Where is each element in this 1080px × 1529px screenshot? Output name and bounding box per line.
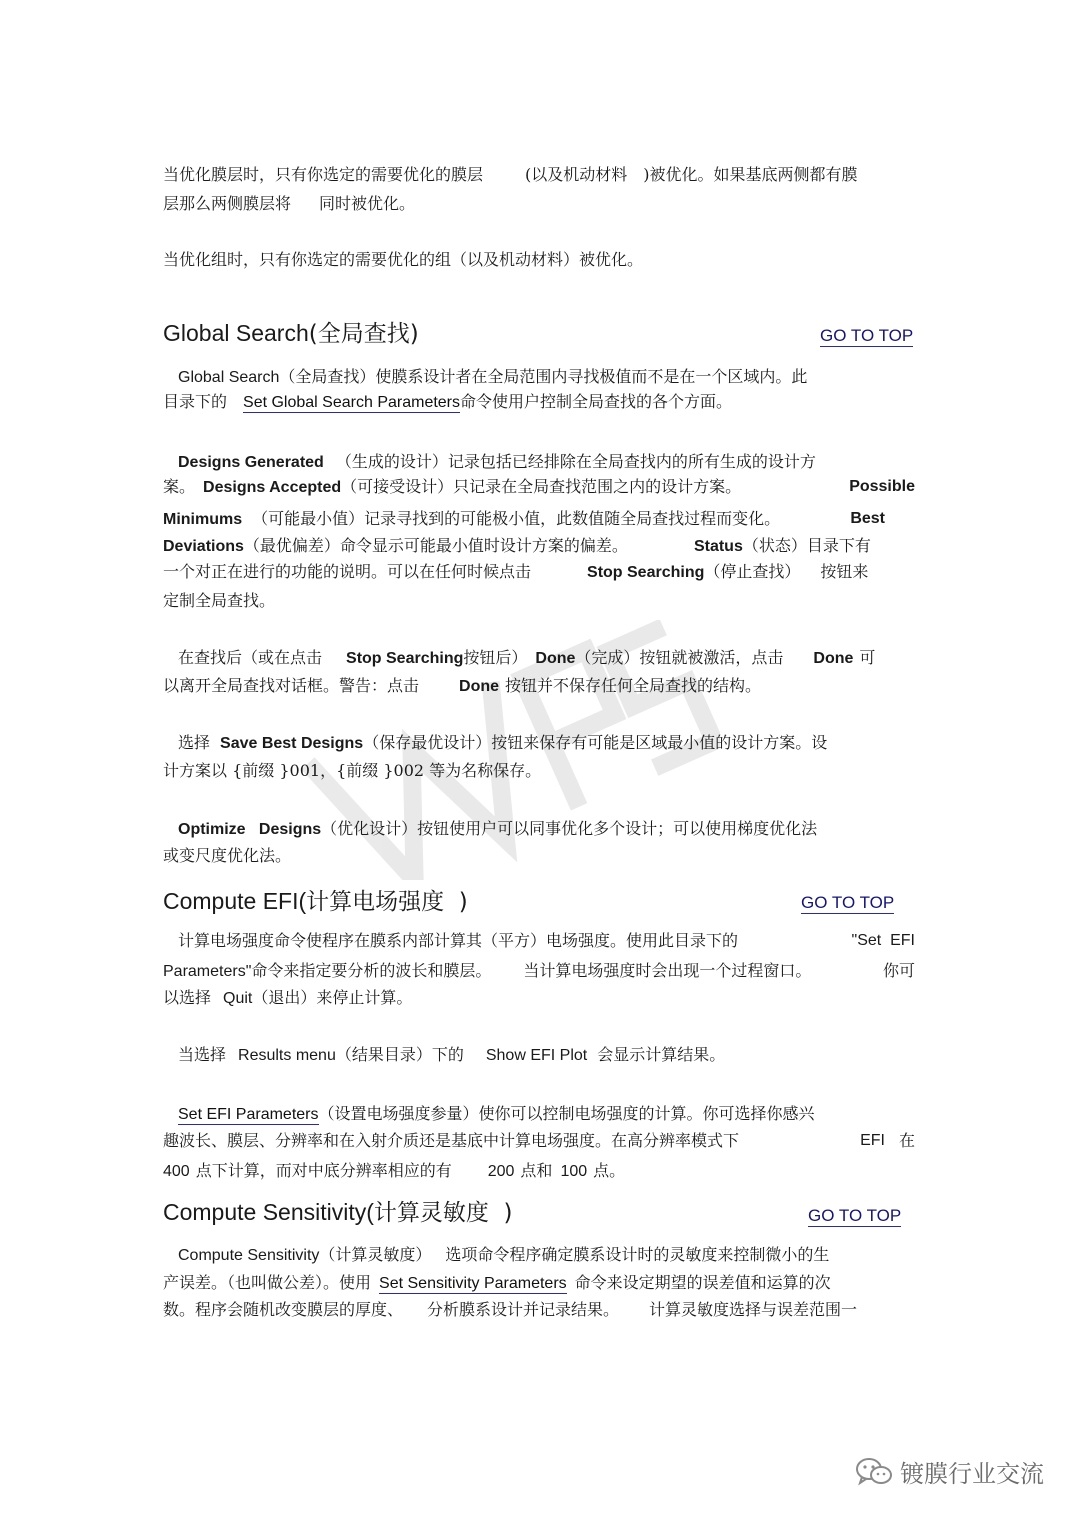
text: （停止查找） xyxy=(704,562,801,581)
text: 按钮来 xyxy=(820,562,869,581)
text: 数。程序会随机改变膜层的厚度、 xyxy=(163,1300,404,1319)
text: （完成）按钮就被激活，点击 xyxy=(575,648,784,667)
text: 按钮并不保存任何全局查找的结构。 xyxy=(505,676,762,695)
text: （退出）来停止计算。 xyxy=(252,988,413,1007)
term: Minimums xyxy=(163,511,243,528)
paragraph-line xyxy=(163,476,923,499)
paragraph-line xyxy=(178,818,817,841)
paragraph-line xyxy=(178,732,827,755)
paragraph-line xyxy=(163,960,915,983)
text: Compute Sensitivity xyxy=(178,1247,320,1264)
term: Stop Searching xyxy=(587,564,705,581)
heading-en: Global Search xyxy=(163,320,309,346)
heading-zh: 计算灵敏度 ) xyxy=(373,1200,513,1226)
text: )被优化。如果基底两侧都有膜 xyxy=(643,165,858,184)
text: 200 xyxy=(487,1163,515,1180)
section-heading-global-search xyxy=(163,318,419,349)
text: 当优化组时，只有你选定的需要优化的组（以及机动材料）被优化。 xyxy=(163,250,644,269)
text: 会显示计算结果。 xyxy=(597,1045,726,1064)
set-sensitivity-parameters-link[interactable]: Set Sensitivity Parameters xyxy=(379,1275,567,1292)
text: 产误差。（也叫做公差） xyxy=(163,1273,324,1292)
text: Quit xyxy=(223,990,253,1007)
text: 案。 xyxy=(163,477,196,496)
paragraph-line xyxy=(163,590,275,612)
go-to-top-link[interactable]: GO TO TOP xyxy=(801,893,895,912)
text: "Set EFI xyxy=(851,932,915,949)
term: Deviations xyxy=(163,538,244,555)
text: Results menu xyxy=(238,1047,336,1064)
heading-zh: (全局查找) xyxy=(308,321,419,347)
set-efi-parameters-link[interactable]: Set EFI Parameters xyxy=(178,1106,319,1123)
section-heading-compute-sensitivity xyxy=(163,1197,513,1228)
section-heading-compute-efi xyxy=(163,886,468,917)
text: （生成的设计）记录包括已经排除在全局查找内的所有生成的设计方 xyxy=(335,452,816,471)
text: 在查找后（或在点击 xyxy=(178,648,323,667)
text: 点。 xyxy=(593,1161,626,1180)
go-to-top-link[interactable]: GO TO TOP xyxy=(808,1206,902,1225)
text: 可 xyxy=(859,648,876,667)
paragraph-line xyxy=(163,249,643,271)
paragraph-line xyxy=(178,930,915,952)
text: 定制全局查找。 xyxy=(163,591,276,610)
paragraph-line xyxy=(178,1103,815,1126)
paragraph-line xyxy=(178,1044,725,1067)
go-to-top-link[interactable]: GO TO TOP xyxy=(820,326,914,345)
paragraph-line xyxy=(163,675,761,698)
text: 。使用 xyxy=(323,1273,372,1292)
source-tag xyxy=(854,1454,1044,1489)
term: Possible xyxy=(849,478,915,495)
paragraph-line xyxy=(163,845,291,867)
paragraph-line xyxy=(163,987,412,1010)
text: （可能最小值）记录寻找到的可能极小值，此数值随全局查找过程而变化。 xyxy=(252,509,781,528)
paragraph-line xyxy=(163,1130,915,1152)
text: 选项命令程序确定膜系设计时的灵敏度来控制微小的生 xyxy=(445,1245,830,1264)
text: 目录下的 xyxy=(163,392,228,411)
text: 计方案以 {前缀 }001，{前缀 }002 等为名称保存。 xyxy=(163,761,542,780)
wechat-icon xyxy=(854,1456,894,1488)
text: （优化设计）按钮使用户可以同事优化多个设计；可以使用梯度优化法 xyxy=(321,819,818,838)
text: 选择 xyxy=(178,733,211,752)
text: 命令使用户控制全局查找的各个方面。 xyxy=(460,392,733,411)
text: 分析膜系设计并记录结果。 xyxy=(427,1300,620,1319)
paragraph-line xyxy=(163,164,858,186)
text: 400 xyxy=(163,1163,190,1180)
text: 以离开全局查找对话框。警告：点击 xyxy=(163,676,420,695)
term: Stop Searching xyxy=(346,650,464,667)
heading-zh: 计算电场强度 ) xyxy=(306,889,468,915)
paragraph-line xyxy=(163,1160,625,1183)
text: 同时被优化。 xyxy=(319,194,416,213)
paragraph-line xyxy=(163,508,923,531)
text: Show EFI Plot xyxy=(485,1047,588,1064)
paragraph-line xyxy=(163,535,871,558)
text: 命令来指定要分析的波长和膜层。 xyxy=(251,961,492,980)
term: Optimize Designs xyxy=(178,821,322,838)
term: Status xyxy=(693,538,743,555)
term: Designs Generated xyxy=(178,454,324,471)
term: Done xyxy=(535,650,576,667)
text: 按钮后） xyxy=(463,648,528,667)
paragraph-line xyxy=(163,1299,857,1321)
paragraph-line xyxy=(178,647,875,670)
heading-en: Compute Sensitivity( xyxy=(163,1199,374,1225)
text: 100 xyxy=(560,1163,588,1180)
paragraph-line xyxy=(163,193,415,215)
text: 计算电场强度命令使程序在膜系内部计算其（平方）电场强度。使用此目录下的 xyxy=(178,931,739,950)
paragraph-line xyxy=(178,1244,829,1267)
text: 在 xyxy=(898,1131,915,1150)
text: （可接受设计）只记录在全局查找范围之内的设计方案。 xyxy=(341,477,742,496)
term: Designs Accepted xyxy=(203,479,342,496)
text: 你可 xyxy=(882,961,915,980)
source-name: 镀膜行业交流 xyxy=(900,1460,1044,1488)
text: （结果目录）下的 xyxy=(335,1045,464,1064)
text: (以及机动材料 xyxy=(525,165,628,184)
paragraph-line xyxy=(163,1272,831,1295)
paragraph-line xyxy=(178,451,816,474)
text: （设置电场强度参量）使你可以控制电场强度的计算。你可选择你感兴 xyxy=(318,1104,815,1123)
text: 点和 xyxy=(520,1161,553,1180)
paragraph-line xyxy=(163,561,868,584)
text: 当选择 xyxy=(178,1045,227,1064)
term: Save Best Designs xyxy=(220,735,364,752)
text: 趣波长、膜层、分辨率和在入射介质还是基底中计算电场强度。在高分辨率模式下 xyxy=(163,1131,740,1150)
paragraph-line xyxy=(178,366,807,389)
text: 当计算电场强度时会出现一个过程窗口。 xyxy=(523,961,812,980)
text: 一个对正在进行的功能的说明。可以在任何时候点击 xyxy=(163,562,532,581)
text: 点下计算，而对中底分辨率相应的有 xyxy=(195,1161,452,1180)
text: Global Search（全局查找）使膜系设计者在全局范围内寻找极值而不是在一个区域内。此 xyxy=(178,369,808,386)
term: Best xyxy=(850,510,885,527)
text: （状态）目录下有 xyxy=(742,536,871,555)
text: （保存最优设计）按钮来保存有可能是区域最小值的设计方案。设 xyxy=(363,733,828,752)
text: 或变尺度优化法。 xyxy=(163,846,292,865)
text: （最优偏差）命令显示可能最小值时设计方案的偏差。 xyxy=(243,536,628,555)
set-global-search-parameters-link[interactable]: Set Global Search Parameters xyxy=(243,394,461,411)
paragraph-line xyxy=(163,760,541,782)
text: 命令来设定期望的误差值和运算的次 xyxy=(574,1273,831,1292)
text: 计算灵敏度选择与误差范围一 xyxy=(649,1300,858,1319)
heading-en: Compute EFI( xyxy=(163,888,307,914)
text: 以选择 xyxy=(163,988,212,1007)
paragraph-line xyxy=(163,391,732,414)
term: Done xyxy=(459,678,500,695)
text: 层那么两侧膜层将 xyxy=(163,194,292,213)
term: Done xyxy=(813,650,854,667)
text: 当优化膜层时，只有你选定的需要优化的膜层 xyxy=(163,165,484,184)
text: EFI xyxy=(860,1132,885,1149)
text: （计算灵敏度） xyxy=(319,1245,432,1264)
text: Parameters" xyxy=(163,963,252,980)
